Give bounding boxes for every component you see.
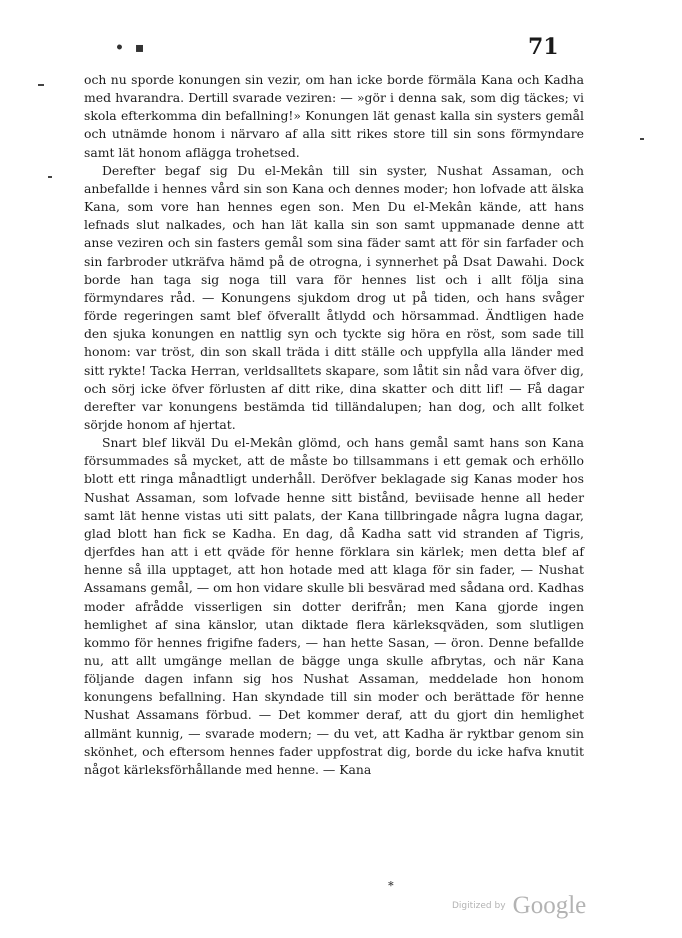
- margin-mark: [48, 176, 52, 178]
- margin-mark: [38, 84, 44, 86]
- body-text: [84, 71, 584, 779]
- page-number: 71: [528, 34, 559, 60]
- digitized-by-watermark: [452, 892, 586, 920]
- margin-mark: [640, 138, 644, 140]
- paragraph-1: och nu sporde konungen sin vezir, om han icke borde förmäla Kana och Kadha med hvarandra. Dertill svarade veziren: — »gör i denna sak, som dig täckes; vi skola efterkomma din befallning!» Konungen lät genast kalla sin systers gemål och utnämde honom i närvaro af alla sitt rikes store till sin sons förmyndare samt lät honom aflägga trohetsed.: [84, 72, 584, 160]
- google-logo: Google: [512, 892, 587, 919]
- paragraph-2: Derefter begaf sig Du el-Mekân till sin syster, Nushat Assaman, och anbefallde i hennes vård sin son Kana och dennes moder; hon lofvade att älska Kana, som vore han hennes egen son. Men Du el-Mekân kände, att hans lefnads slut nalkades, och han lät kalla sin son samt uppmanade denne att anse veziren och sin fasters gemål som sina fäder samt att för sin farfader och sin farbroder utkräfva hämd på de otrogna, i synnerhet på Dsat Dawahi. Dock borde han taga sig noga till vara för hennes list och i allt följa sina förmyndares råd. — Konungens sjukdom drog ut på tiden, och hans svåger förde regeringen samt blef öfverallt åtlydd och hörsammad. Ändtligen hade den sjuka konungen en nattlig syn och tyckte sig höra en röst, som sade till honom: var tröst, din son skall träda i ditt ställe och uppfylla alla länder med sitt rykte! Tacka Herran, verldsalltets skapare, som låtit sin nåd vara öfver dig, och sörj icke öfver förlusten af ditt rike, dina skatter och ditt lif! — Få dagar derefter var konungens bestämda tid tilländalupen; han dog, och allt folket sörjde honom af hjertat.: [84, 162, 584, 432]
- paragraph-3: Snart blef likväl Du el-Mekân glömd, och hans gemål samt hans son Kana försummades så mycket, att de måste bo tillsammans i ett gemak och erhöllo blott ett ringa månadtligt underhåll. Deröfver beklagade sig Kanas moder hos Nushat Assaman, som lofvade henne sitt bistånd, beviisade henne all heder samt lät henne vistas uti sitt palats, der Kana tillbringade några lugna dagar, glad blott han fick se Kadha. En dag, då Kadha satt vid stranden af Tigris, djerfdes han att i ett qväde för henne förklara sin kärlek; men detta blef af henne så illa upptaget, att hon hotade med att klaga för sin fader, — Nushat Assamans gemål, — om hon vidare skulle bli besvärad med sådana ord. Kadhas moder afrådde visserligen sin dotter derifrån; men Kana gjorde ingen hemlighet af sina känslor, utan diktade flera kärleksqväden, som slutligen kommo för hennes frigifne faders, — han hette Sasan, — öron. Denne befallde nu, att allt umgänge mellan de bägge unga skulle afbrytas, och när Kana följande dagen infann sig hos Nushat Assaman, meddelade hon honom konungens befallning. Han skyndade till sin moder och berättade för henne Nushat Assamans förbud. — Det kommer deraf, att du gjort din hemlighet allmänt kunnig, — svarade modern; — du vet, att Kadha är ryktbar genom sin skönhet, och eftersom hennes fader uppfostrat dig, borde du icke hafva knutit något kärleksförhållande med henne. — Kana: [84, 435, 584, 777]
- bottom-mark: *: [388, 879, 394, 892]
- header-marks: • ▪: [115, 40, 148, 56]
- digitized-by-text: Digitized by: [452, 901, 506, 911]
